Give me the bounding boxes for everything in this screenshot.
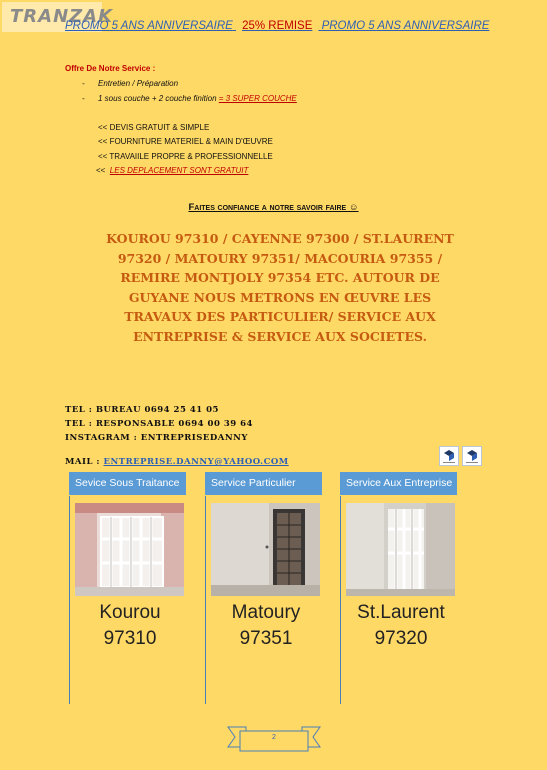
service-photo-window-gate bbox=[346, 503, 455, 596]
social-icon[interactable] bbox=[462, 446, 482, 466]
feature-line: << FOURNITURE MATERIEL & MAIN D'ŒUVRE bbox=[98, 137, 273, 146]
offer-title: Offre De Notre Service : bbox=[65, 64, 156, 73]
promo-discount: 25% REMISE bbox=[242, 20, 313, 32]
page-number-ribbon bbox=[226, 723, 322, 753]
promo-left: PROMO 5 ANS ANNIVERSAIRE bbox=[65, 20, 233, 32]
phone-bureau: TEL : BUREAU 0694 25 41 05 bbox=[65, 405, 219, 415]
confidence-heading: Faites confiance a notre savoir faire ☺ bbox=[188, 202, 359, 213]
service-photo-security-door bbox=[211, 503, 320, 596]
instagram-line: INSTAGRAM : ENTREPRISEDANNY bbox=[65, 433, 248, 443]
service-card-entreprise[interactable] bbox=[340, 472, 457, 704]
page-number: 2 bbox=[272, 734, 276, 741]
mail-label: MAIL : bbox=[65, 457, 104, 467]
service-photo-window-grille bbox=[75, 503, 184, 596]
social-icon[interactable] bbox=[439, 446, 459, 466]
coverage-text: KOUROU 97310 / CAYENNE 97300 / ST.LAURENT 97320 / MATOURY 97351/ MACOURIA 97355 / REMIRE MONTJOLY 97354 ETC. AUTOUR DE GUYANE NOUS METRONS EN ŒUVRE LES TRAVAUX DES PARTICULIER/ SERVICE AUX ENTREPRISE & SERVICE AUX SOCIETES. bbox=[106, 231, 454, 344]
feature-line: << DEVIS GRATUIT & SIMPLE bbox=[98, 123, 210, 132]
mail-line bbox=[65, 457, 289, 467]
service-city: Matoury 97351 bbox=[231, 602, 301, 649]
service-card-particulier[interactable] bbox=[205, 472, 322, 704]
promo-banner bbox=[65, 20, 490, 32]
service-card-header: Service Aux Entreprise bbox=[340, 472, 457, 495]
service-card-header: Sevice Sous Traitance bbox=[69, 472, 186, 495]
phone-responsable: TEL : RESPONSABLE 0694 00 39 64 bbox=[65, 419, 253, 429]
feature-line: << LES DEPLACEMENT SONT GRATUIT bbox=[96, 166, 249, 175]
service-card-sous-traitance[interactable] bbox=[69, 472, 186, 704]
service-card-header: Service Particulier bbox=[205, 472, 322, 495]
offer-item: - 1 sous couche + 2 couche finition = 3 SUPER COUCHE bbox=[82, 94, 297, 103]
feature-line: << TRAVAIILE PROPRE & PROFESSIONNELLE bbox=[98, 152, 273, 161]
offer-item: - Entretien / Préparation bbox=[82, 79, 179, 88]
service-city: St.Laurent 97320 bbox=[357, 602, 445, 649]
watermark-logo: TRANZAK bbox=[2, 2, 102, 32]
mail-link[interactable]: ENTREPRISE.DANNY@YAHOO.COM bbox=[103, 457, 289, 467]
promo-right: PROMO 5 ANS ANNIVERSAIRE bbox=[321, 20, 490, 32]
service-city: Kourou 97310 bbox=[99, 602, 161, 649]
